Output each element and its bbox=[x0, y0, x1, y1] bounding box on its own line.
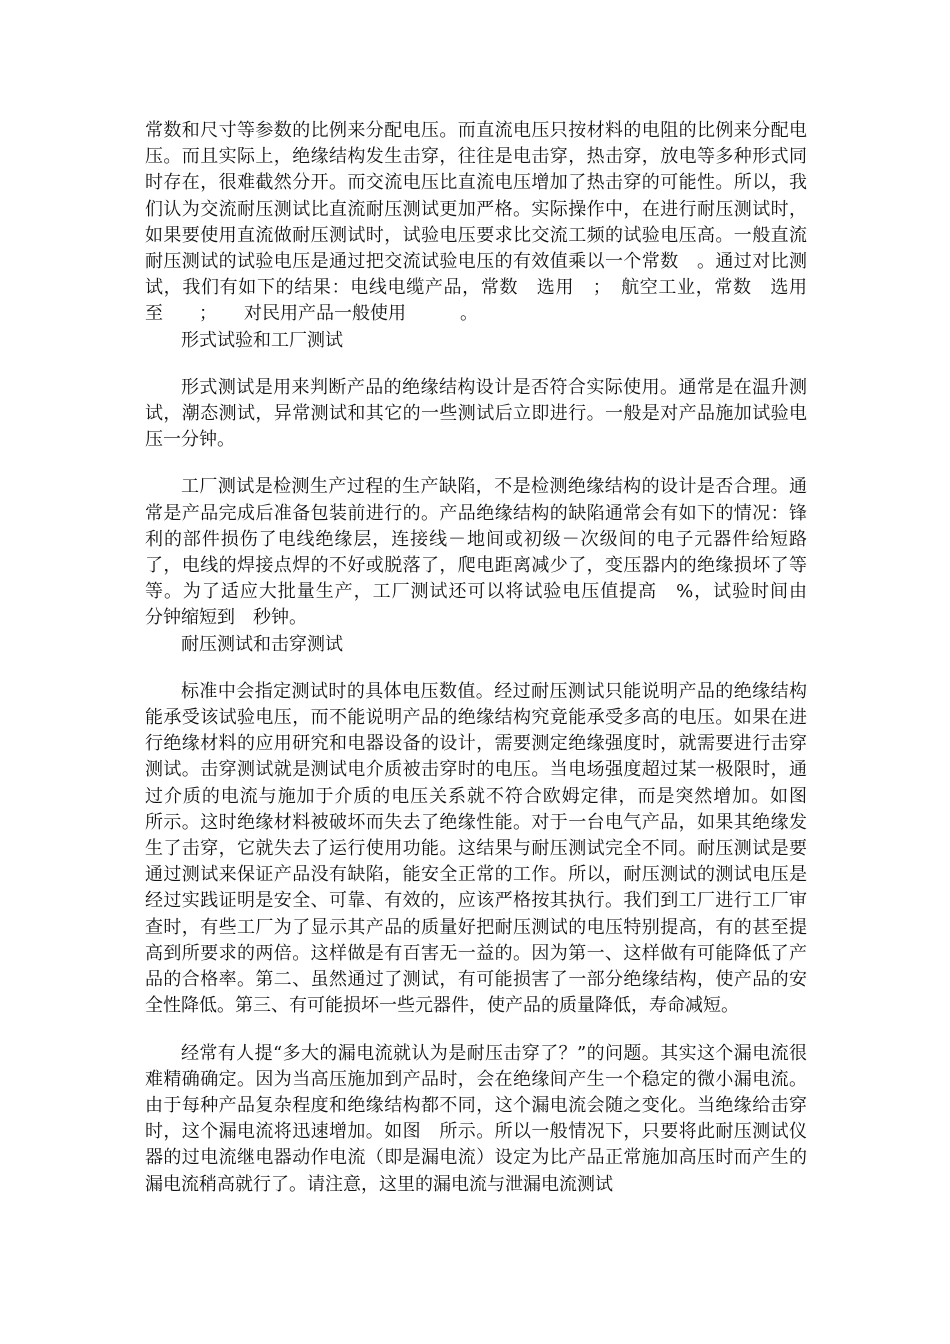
section-heading-type-and-factory-test: 形式试验和工厂测试 bbox=[181, 329, 343, 351]
paragraph-factory-test: 工厂测试是检测生产过程的生产缺陷，不是检测绝缘结构的设计是否合理。通常是产品完成后准备包装前进行的。产品绝缘结构的缺陷通常会有如下的情况：锋利的部件损伤了电线绝缘层，连接线－地间或初级－次级间的电子元器件给短路了，电线的焊接点焊的不好或脱落了，爬电距离减少了，变压器内的绝缘损坏了等等。为了适应大批量生产，工厂测试还可以将试验电压值提高 %，试验时间由 分钟缩短到 秒钟。 bbox=[145, 476, 825, 629]
paragraph-type-test: 形式测试是用来判断产品的绝缘结构设计是否符合实际使用。通常是在温升测试，潮态测试，异常测试和其它的一些测试后立即进行。一般是对产品施加试验电压一分钟。 bbox=[145, 376, 807, 451]
section-heading-withstand-and-breakdown: 耐压测试和击穿测试 bbox=[181, 633, 343, 655]
paragraph-leakage-current: 经常有人提“多大的漏电流就认为是耐压击穿了？”的问题。其实这个漏电流很难精确确定。因为当高压施加到产品时，会在绝缘间产生一个稳定的微小漏电流。由于每种产品复杂程度和绝缘结构都不同，这个漏电流会随之变化。当绝缘给击穿时，这个漏电流将迅速增加。如图 所示。所以一般情况下，只要将此耐压测试仪器的过电流继电器动作电流（即是漏电流）设定为比产品正常施加高压时而产生的漏电流稍高就行了。请注意，这里的漏电流与泄漏电流测试 bbox=[145, 1042, 807, 1195]
paragraph-voltage-distribution: 常数和尺寸等参数的比例来分配电压。而直流电压只按材料的电阻的比例来分配电压。而且实际上，绝缘结构发生击穿，往往是电击穿，热击穿，放电等多种形式同时存在，很难截然分开。而交流电压比直流电压增加了热击穿的可能性。所以，我们认为交流耐压测试比直流耐压测试更加严格。实际操作中，在进行耐压测试时，如果要使用直流做耐压测试时，试验电压要求比交流工频的试验电压高。一般直流耐压测试的试验电压是通过把交流试验电压的有效值乘以一个常数 。通过对比测试，我们有如下的结果：电线电缆产品，常数 选用 ； 航空工业，常数 选用 至 ； 对民用产品一般使用 。 bbox=[145, 120, 843, 325]
paragraph-breakdown-test: 标准中会指定测试时的具体电压数值。经过耐压测试只能说明产品的绝缘结构能承受该试验电压，而不能说明产品的绝缘结构究竟能承受多高的电压。如果在进行绝缘材料的应用研究和电器设备的设计，需要测定绝缘强度时，就需要进行击穿测试。击穿测试就是测试电介质被击穿时的电压。当电场强度超过某一极限时，通过介质的电流与施加于介质的电压关系就不符合欧姆定律，而是突然增加。如图 所示。这时绝缘材料被破坏而失去了绝缘性能。对于一台电气产品，如果其绝缘发生了击穿，它就失去了运行使用功能。这结果与耐压测试完全不同。耐压测试是要通过测试来保证产品没有缺陷，能安全正常的工作。所以，耐压测试的测试电压是经过实践证明是安全、可靠、有效的，应该严格按其执行。我们到工厂进行工厂审查时，有些工厂为了显示其产品的质量好把耐压测试的电压特别提高，有的甚至提高到所要求的两倍。这样做是有百害无一益的。因为第一、这样做有可能降低了产品的合格率。第二、虽然通过了测试，有可能损害了一部分绝缘结构，使产品的安全性降低。第三、有可能损坏一些元器件，使产品的质量降低，寿命减短。 bbox=[145, 680, 825, 1017]
document-page bbox=[145, 118, 843, 1198]
